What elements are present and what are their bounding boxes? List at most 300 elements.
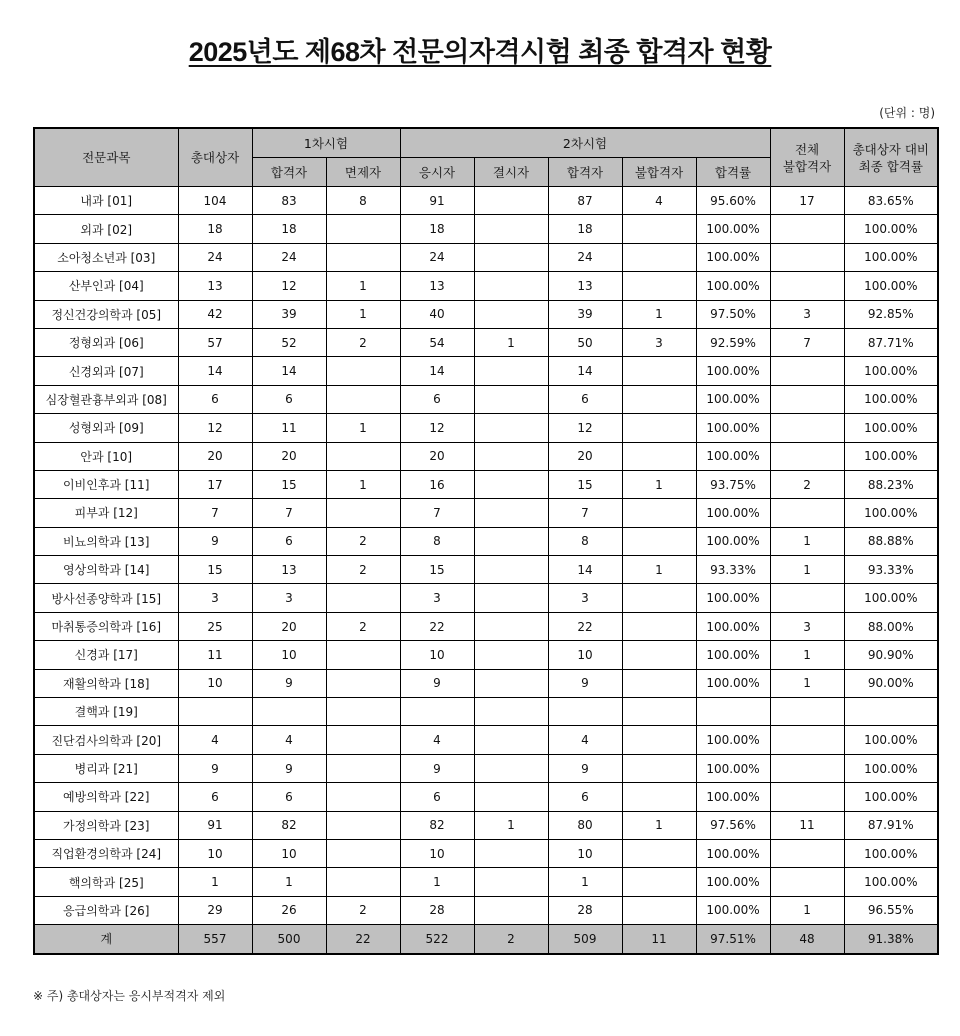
cell-second-rate: 100.00% [696,754,770,782]
cell-first-pass: 26 [252,896,326,924]
cell-second-applicants: 9 [400,669,474,697]
cell-second-applicants: 522 [400,925,474,954]
cell-second-rate: 100.00% [696,527,770,555]
cell-second-pass: 22 [548,612,622,640]
cell-first-exempt: 1 [326,272,400,300]
header-second-rate: 합격률 [696,158,770,187]
cell-second-rate: 100.00% [696,385,770,413]
cell-final-rate: 91.38% [844,925,938,954]
cell-total-candidates: 6 [178,783,252,811]
cell-specialty: 이비인후과 [11] [34,470,178,498]
cell-first-exempt: 2 [326,612,400,640]
cell-total-candidates: 14 [178,357,252,385]
cell-second-applicants: 15 [400,556,474,584]
cell-final-rate: 87.71% [844,328,938,356]
cell-second-absent [474,641,548,669]
cell-total-candidates: 9 [178,527,252,555]
cell-total-candidates: 17 [178,470,252,498]
cell-second-applicants: 9 [400,754,474,782]
cell-first-pass: 83 [252,187,326,215]
cell-overall-fail [770,698,844,726]
cell-first-exempt [326,868,400,896]
cell-final-rate: 100.00% [844,243,938,271]
cell-total-candidates: 42 [178,300,252,328]
cell-second-applicants: 1 [400,868,474,896]
cell-final-rate: 100.00% [844,754,938,782]
cell-second-applicants: 6 [400,783,474,811]
cell-second-applicants: 40 [400,300,474,328]
cell-second-applicants: 24 [400,243,474,271]
cell-first-pass: 39 [252,300,326,328]
cell-final-rate: 100.00% [844,783,938,811]
cell-second-pass: 1 [548,868,622,896]
cell-first-exempt [326,385,400,413]
cell-specialty: 마취통증의학과 [16] [34,612,178,640]
header-overall-fail-line2: 불합격자 [782,158,832,174]
cell-first-pass: 500 [252,925,326,954]
cell-second-absent [474,584,548,612]
cell-first-exempt: 1 [326,414,400,442]
header-final-rate [844,128,938,187]
cell-second-fail: 1 [622,470,696,498]
cell-total-candidates: 13 [178,272,252,300]
cell-first-pass: 6 [252,527,326,555]
cell-overall-fail [770,442,844,470]
cell-second-rate: 97.50% [696,300,770,328]
cell-first-pass: 52 [252,328,326,356]
cell-specialty: 정형외과 [06] [34,328,178,356]
cell-second-pass: 39 [548,300,622,328]
cell-specialty: 정신건강의학과 [05] [34,300,178,328]
cell-second-fail [622,783,696,811]
cell-overall-fail: 3 [770,300,844,328]
cell-second-applicants: 8 [400,527,474,555]
cell-second-fail [622,499,696,527]
cell-final-rate: 83.65% [844,187,938,215]
cell-second-absent [474,357,548,385]
cell-total-candidates: 18 [178,215,252,243]
cell-second-rate: 100.00% [696,839,770,867]
cell-second-pass: 12 [548,414,622,442]
cell-overall-fail: 2 [770,470,844,498]
cell-second-rate: 92.59% [696,328,770,356]
table-row [34,896,938,924]
cell-total-candidates [178,698,252,726]
cell-first-exempt: 2 [326,328,400,356]
cell-second-absent: 2 [474,925,548,954]
table-row [34,726,938,754]
cell-second-rate: 97.56% [696,811,770,839]
cell-second-pass: 9 [548,669,622,697]
cell-first-exempt [326,243,400,271]
cell-total-candidates: 4 [178,726,252,754]
table-body [34,187,938,954]
cell-specialty: 계 [34,925,178,954]
cell-specialty: 핵의학과 [25] [34,868,178,896]
cell-second-absent [474,754,548,782]
cell-overall-fail [770,414,844,442]
cell-first-pass: 7 [252,499,326,527]
cell-second-absent [474,187,548,215]
cell-second-pass: 14 [548,357,622,385]
table-row [34,499,938,527]
cell-first-pass: 10 [252,641,326,669]
header-overall-fail-line1: 전체 [794,141,820,157]
cell-second-applicants: 20 [400,442,474,470]
table-row [34,527,938,555]
table-row [34,442,938,470]
cell-first-pass: 82 [252,811,326,839]
cell-second-absent [474,470,548,498]
cell-specialty: 외과 [02] [34,215,178,243]
cell-specialty: 결핵과 [19] [34,698,178,726]
cell-second-pass: 3 [548,584,622,612]
cell-second-absent: 1 [474,811,548,839]
cell-total-candidates: 11 [178,641,252,669]
cell-second-pass: 18 [548,215,622,243]
cell-overall-fail: 1 [770,556,844,584]
cell-total-candidates: 557 [178,925,252,954]
cell-first-exempt [326,698,400,726]
cell-specialty: 내과 [01] [34,187,178,215]
cell-second-rate: 100.00% [696,612,770,640]
cell-final-rate: 100.00% [844,726,938,754]
cell-final-rate: 100.00% [844,442,938,470]
cell-first-exempt: 2 [326,527,400,555]
cell-overall-fail: 11 [770,811,844,839]
cell-final-rate: 100.00% [844,414,938,442]
cell-second-applicants: 22 [400,612,474,640]
cell-second-rate: 100.00% [696,783,770,811]
table-row [34,385,938,413]
cell-second-rate: 100.00% [696,726,770,754]
cell-second-absent: 1 [474,328,548,356]
cell-second-applicants: 12 [400,414,474,442]
cell-second-pass: 13 [548,272,622,300]
header-first-exam: 1차시험 [252,128,400,158]
cell-specialty: 예방의학과 [22] [34,783,178,811]
table-row [34,584,938,612]
table-row [34,868,938,896]
cell-specialty: 피부과 [12] [34,499,178,527]
cell-first-pass: 11 [252,414,326,442]
cell-first-pass: 9 [252,754,326,782]
cell-first-pass: 20 [252,612,326,640]
cell-second-applicants: 6 [400,385,474,413]
table-row [34,754,938,782]
cell-total-candidates: 29 [178,896,252,924]
cell-first-exempt: 1 [326,470,400,498]
cell-overall-fail: 1 [770,896,844,924]
cell-second-absent [474,726,548,754]
cell-second-applicants: 4 [400,726,474,754]
cell-second-absent [474,215,548,243]
cell-second-pass [548,698,622,726]
cell-second-applicants: 13 [400,272,474,300]
table-header [34,128,938,187]
table-row [34,328,938,356]
cell-second-fail [622,641,696,669]
cell-overall-fail: 17 [770,187,844,215]
cell-first-exempt: 2 [326,556,400,584]
cell-second-pass: 50 [548,328,622,356]
cell-specialty: 신경과 [17] [34,641,178,669]
cell-first-exempt [326,783,400,811]
total-row [34,925,938,954]
cell-overall-fail [770,839,844,867]
cell-total-candidates: 3 [178,584,252,612]
cell-second-absent [474,243,548,271]
cell-final-rate: 88.23% [844,470,938,498]
cell-second-pass: 4 [548,726,622,754]
cell-second-rate: 95.60% [696,187,770,215]
cell-total-candidates: 25 [178,612,252,640]
cell-second-pass: 6 [548,783,622,811]
cell-overall-fail: 1 [770,641,844,669]
cell-second-absent [474,839,548,867]
cell-overall-fail [770,385,844,413]
cell-final-rate: 100.00% [844,839,938,867]
cell-overall-fail [770,726,844,754]
cell-second-absent [474,612,548,640]
cell-specialty: 산부인과 [04] [34,272,178,300]
cell-second-applicants: 3 [400,584,474,612]
cell-first-pass: 18 [252,215,326,243]
cell-total-candidates: 24 [178,243,252,271]
table-row [34,641,938,669]
cell-first-exempt: 2 [326,896,400,924]
table-row [34,215,938,243]
cell-second-rate: 100.00% [696,868,770,896]
cell-overall-fail [770,357,844,385]
cell-second-pass: 14 [548,556,622,584]
cell-second-pass: 9 [548,754,622,782]
table-row [34,811,938,839]
cell-second-absent [474,868,548,896]
cell-second-fail: 3 [622,328,696,356]
cell-first-exempt [326,669,400,697]
cell-specialty: 직업환경의학과 [24] [34,839,178,867]
cell-second-absent [474,896,548,924]
cell-first-exempt [326,357,400,385]
cell-total-candidates: 57 [178,328,252,356]
cell-first-exempt [326,839,400,867]
cell-final-rate: 100.00% [844,357,938,385]
cell-specialty: 심장혈관흉부외과 [08] [34,385,178,413]
cell-first-exempt [326,215,400,243]
header-second-exam: 2차시험 [400,128,770,158]
cell-total-candidates: 6 [178,385,252,413]
cell-second-rate: 100.00% [696,243,770,271]
cell-specialty: 성형외과 [09] [34,414,178,442]
cell-second-pass: 24 [548,243,622,271]
header-overall-fail [770,128,844,187]
cell-second-fail [622,868,696,896]
footnote: ※ 주) 총대상자는 응시부적격자 제외 [33,989,226,1003]
cell-second-fail [622,896,696,924]
cell-final-rate: 93.33% [844,556,938,584]
cell-second-rate: 100.00% [696,357,770,385]
cell-second-pass: 8 [548,527,622,555]
cell-specialty: 방사선종양학과 [15] [34,584,178,612]
cell-second-applicants: 10 [400,839,474,867]
cell-second-absent [474,669,548,697]
cell-second-rate: 100.00% [696,669,770,697]
table-row [34,556,938,584]
cell-total-candidates: 9 [178,754,252,782]
cell-first-pass: 6 [252,385,326,413]
cell-total-candidates: 104 [178,187,252,215]
cell-final-rate: 87.91% [844,811,938,839]
header-first-pass: 합격자 [252,158,326,187]
cell-first-exempt [326,584,400,612]
table-row [34,187,938,215]
cell-first-pass: 20 [252,442,326,470]
cell-total-candidates: 15 [178,556,252,584]
cell-second-fail: 1 [622,556,696,584]
cell-specialty: 응급의학과 [26] [34,896,178,924]
cell-first-exempt [326,811,400,839]
cell-overall-fail [770,272,844,300]
cell-second-rate: 100.00% [696,584,770,612]
header-final-rate-line2: 최종 합격률 [858,158,923,174]
cell-second-pass: 10 [548,839,622,867]
cell-total-candidates: 91 [178,811,252,839]
cell-second-fail: 1 [622,811,696,839]
header-first-exempt: 면제자 [326,158,400,187]
cell-overall-fail: 1 [770,527,844,555]
cell-overall-fail [770,215,844,243]
cell-second-applicants: 82 [400,811,474,839]
cell-overall-fail [770,783,844,811]
cell-second-absent [474,698,548,726]
cell-final-rate: 90.90% [844,641,938,669]
cell-second-pass: 28 [548,896,622,924]
cell-final-rate: 100.00% [844,272,938,300]
cell-specialty: 소아청소년과 [03] [34,243,178,271]
cell-second-rate: 100.00% [696,442,770,470]
cell-first-pass: 12 [252,272,326,300]
cell-second-absent [474,556,548,584]
cell-second-fail: 1 [622,300,696,328]
cell-overall-fail: 48 [770,925,844,954]
cell-overall-fail: 1 [770,669,844,697]
cell-second-applicants: 10 [400,641,474,669]
cell-final-rate: 96.55% [844,896,938,924]
cell-first-exempt [326,754,400,782]
cell-first-exempt [326,726,400,754]
cell-first-pass: 14 [252,357,326,385]
cell-total-candidates: 12 [178,414,252,442]
cell-second-fail: 4 [622,187,696,215]
cell-second-fail [622,726,696,754]
table-row [34,612,938,640]
cell-first-pass: 1 [252,868,326,896]
cell-second-absent [474,414,548,442]
header-second-fail: 불합격자 [622,158,696,187]
table-row [34,414,938,442]
cell-second-fail [622,442,696,470]
cell-first-pass: 24 [252,243,326,271]
cell-second-fail [622,527,696,555]
cell-second-applicants: 28 [400,896,474,924]
cell-total-candidates: 20 [178,442,252,470]
cell-second-fail [622,357,696,385]
cell-second-applicants: 7 [400,499,474,527]
cell-specialty: 비뇨의학과 [13] [34,527,178,555]
cell-overall-fail [770,868,844,896]
cell-final-rate: 90.00% [844,669,938,697]
cell-final-rate: 100.00% [844,499,938,527]
cell-final-rate: 88.88% [844,527,938,555]
cell-second-fail [622,612,696,640]
cell-second-absent [474,783,548,811]
cell-first-pass: 13 [252,556,326,584]
header-second-pass: 합격자 [548,158,622,187]
cell-first-pass: 3 [252,584,326,612]
cell-final-rate: 100.00% [844,385,938,413]
cell-total-candidates: 10 [178,669,252,697]
table-row [34,698,938,726]
table-row [34,783,938,811]
cell-overall-fail [770,499,844,527]
cell-final-rate: 100.00% [844,868,938,896]
cell-final-rate: 92.85% [844,300,938,328]
cell-second-pass: 20 [548,442,622,470]
cell-second-pass: 15 [548,470,622,498]
cell-second-fail [622,584,696,612]
cell-total-candidates: 10 [178,839,252,867]
table-row [34,300,938,328]
cell-total-candidates: 1 [178,868,252,896]
cell-overall-fail [770,243,844,271]
unit-label: (단위 : 명) [879,106,935,120]
cell-second-fail [622,754,696,782]
cell-second-rate [696,698,770,726]
cell-second-rate: 100.00% [696,414,770,442]
cell-first-exempt: 1 [326,300,400,328]
cell-second-fail [622,272,696,300]
page-title [0,30,960,69]
cell-first-pass: 10 [252,839,326,867]
cell-second-fail [622,698,696,726]
cell-first-pass: 4 [252,726,326,754]
cell-specialty: 안과 [10] [34,442,178,470]
cell-second-fail [622,385,696,413]
cell-second-applicants: 16 [400,470,474,498]
cell-second-pass: 509 [548,925,622,954]
cell-specialty: 재활의학과 [18] [34,669,178,697]
cell-final-rate: 88.00% [844,612,938,640]
cell-overall-fail: 7 [770,328,844,356]
cell-second-fail [622,669,696,697]
cell-second-rate: 100.00% [696,641,770,669]
cell-second-rate: 93.33% [696,556,770,584]
cell-second-absent [474,300,548,328]
table-row [34,272,938,300]
header-total-candidates: 총대상자 [178,128,252,187]
cell-first-pass: 6 [252,783,326,811]
header-second-absent: 결시자 [474,158,548,187]
cell-second-applicants: 91 [400,187,474,215]
cell-second-applicants [400,698,474,726]
cell-second-fail [622,243,696,271]
cell-second-absent [474,527,548,555]
table-row [34,243,938,271]
cell-first-pass: 15 [252,470,326,498]
cell-second-rate: 100.00% [696,215,770,243]
cell-second-pass: 7 [548,499,622,527]
